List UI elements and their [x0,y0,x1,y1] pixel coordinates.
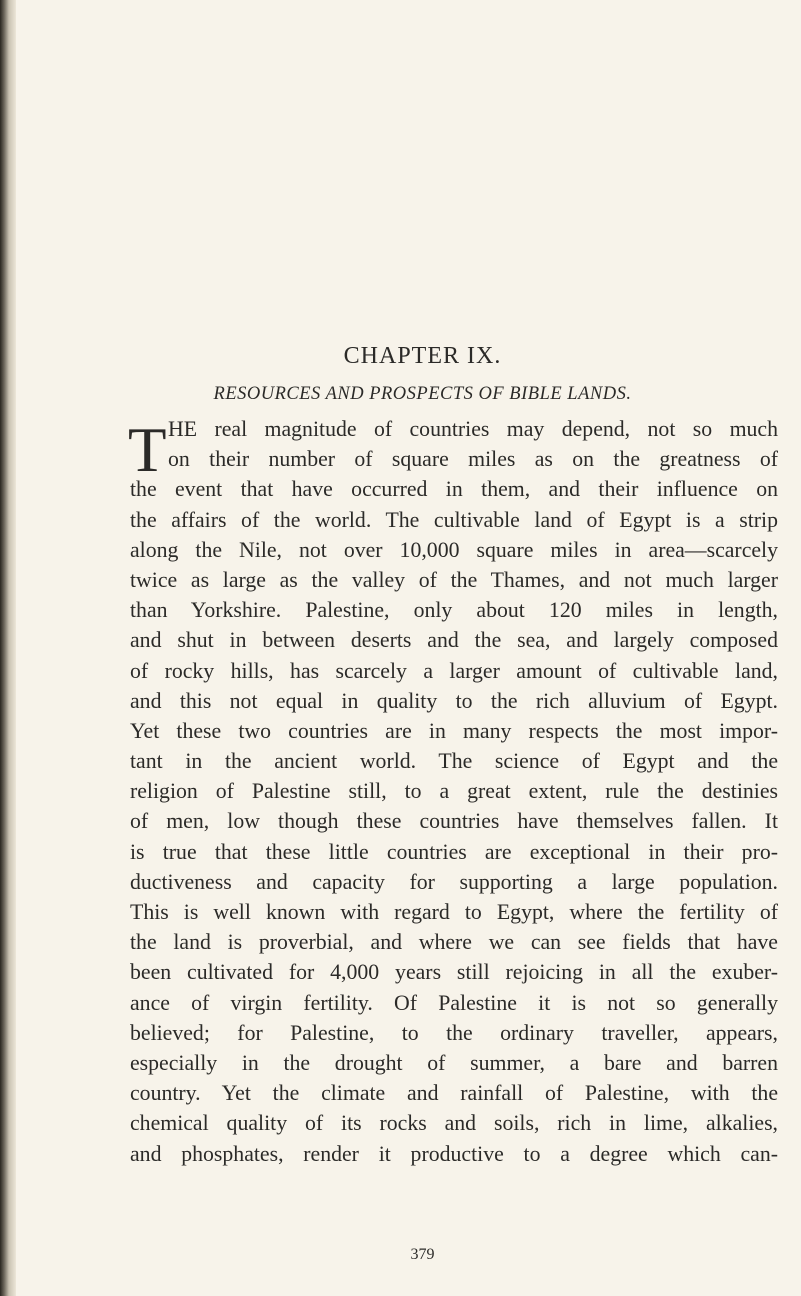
text-line: than Yorkshire. Palestine, only about 120 miles in length, [130,598,778,623]
text-line: been cultivated for 4,000 years still rejoicing in all the exuber- [130,960,778,985]
text-line: religion of Palestine still, to a great extent, rule the destinies [130,779,778,804]
body-text [130,414,778,1169]
text-line: and this not equal in quality to the rich alluvium of Egypt. [130,688,778,713]
text-line: along the Nile, not over 10,000 square miles in area—scarcely [130,537,778,562]
text-line: and phosphates, render it productive to a degree which can- [130,1141,778,1166]
drop-cap: T [128,415,167,485]
page-number: 379 [410,1246,435,1263]
text-line: tant in the ancient world. The science of Egypt and the [130,749,778,774]
text-line: of men, low though these countries have themselves fallen. It [130,809,778,834]
text-line: is true that these little countries are exceptional in their pro- [130,839,778,864]
text-line: ance of virgin fertility. Of Palestine it is not so generally [130,990,778,1015]
text-line: believed; for Palestine, to the ordinary traveller, appears, [130,1020,778,1045]
text-line: twice as large as the valley of the Thames, and not much larger [130,567,778,592]
text-line: of rocky hills, has scarcely a larger amount of cultivable land, [130,658,778,683]
text-line: ductiveness and capacity for supporting a large population. [130,869,778,894]
text-line: on their number of square miles as on the greatness of [168,447,778,472]
text-line: and shut in between deserts and the sea, and largely composed [130,628,778,653]
text-line: the event that have occurred in them, and their influence on [130,477,778,502]
text-line: Yet these two countries are in many respects the most impor- [130,718,778,743]
text-line: the land is proverbial, and where we can see fields that have [130,930,778,955]
page-gutter-shadow [0,0,16,1296]
text-line: especially in the drought of summer, a bare and barren [130,1050,778,1075]
text-line: country. Yet the climate and rainfall of Palestine, with the [130,1081,778,1106]
text-line: This is well known with regard to Egypt, where the fertility of [130,900,778,924]
text-line: the affairs of the world. The cultivable land of Egypt is a strip [130,507,778,532]
chapter-title: RESOURCES AND PROSPECTS OF BIBLE LANDS. [213,384,632,404]
chapter-number: CHAPTER IX. [343,343,502,369]
text-line: HE real magnitude of countries may depend, not so much [168,417,778,441]
text-line: chemical quality of its rocks and soils, rich in lime, alkalies, [130,1111,778,1136]
